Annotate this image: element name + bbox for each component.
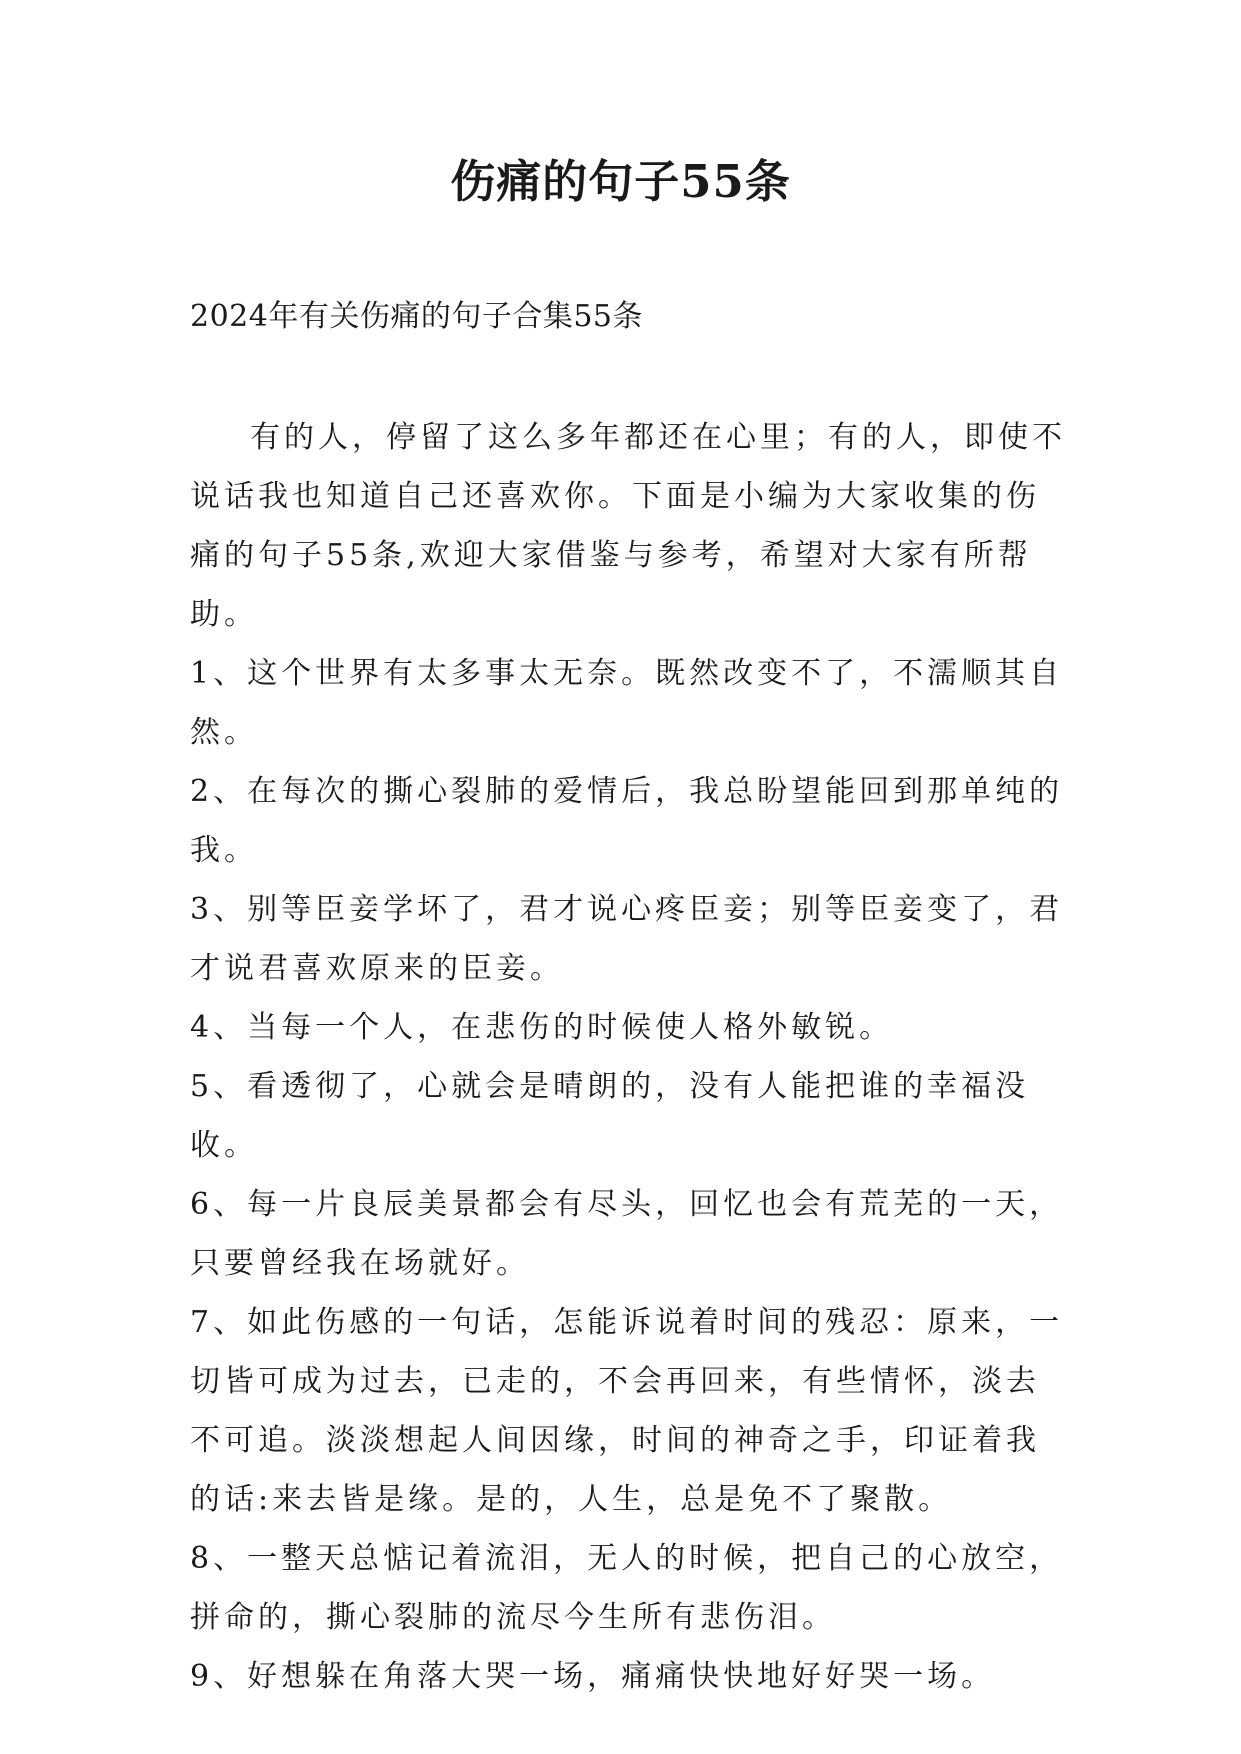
list-item: 7、如此伤感的一句话，怎能诉说着时间的残忍：原来，一切皆可成为过去，已走的，不会再回来，有些情怀，淡去不可追。淡淡想起人间因缘，时间的神奇之手，印证着我的话:来去皆是缘。是的，人生，总是免不了聚散。: [190, 1305, 1064, 1517]
list-item: 4、当每一个人，在悲伤的时候使人格外敏锐。: [190, 1010, 894, 1045]
list-item: 9、好想躲在角落大哭一场，痛痛快快地好好哭一场。: [190, 1659, 996, 1694]
intro-paragraph: 有的人，停留了这么多年都还在心里；有的人，即使不说话我也知道自己还喜欢你。下面是小编为大家收集的伤痛的句子55条,欢迎大家借鉴与参考，希望对大家有所帮助。: [190, 420, 1066, 632]
list-item: 3、别等臣妾学坏了，君才说心疼臣妾；别等臣妾变了，君才说君喜欢原来的臣妾。: [190, 892, 1064, 986]
list-item: 1、这个世界有太多事太无奈。既然改变不了，不濡顺其自然。: [190, 656, 1064, 750]
list-item: 8、一整天总惦记着流泪，无人的时候，把自己的心放空，拼命的，撕心裂肺的流尽今生所有悲伤泪。: [190, 1541, 1064, 1635]
document-subtitle: 2024年有关伤痛的句子合集55条: [190, 299, 644, 334]
document-body: [190, 408, 1070, 1706]
list-item: 2、在每次的撕心裂肺的爱情后，我总盼望能回到那单纯的我。: [190, 774, 1064, 868]
document-title: 伤痛的句子55条: [450, 155, 791, 208]
list-item: 5、看透彻了，心就会是晴朗的，没有人能把谁的幸福没收。: [190, 1069, 1030, 1163]
list-item: 6、每一片良辰美景都会有尽头，回忆也会有荒芜的一天，只要曾经我在场就好。: [190, 1187, 1064, 1281]
